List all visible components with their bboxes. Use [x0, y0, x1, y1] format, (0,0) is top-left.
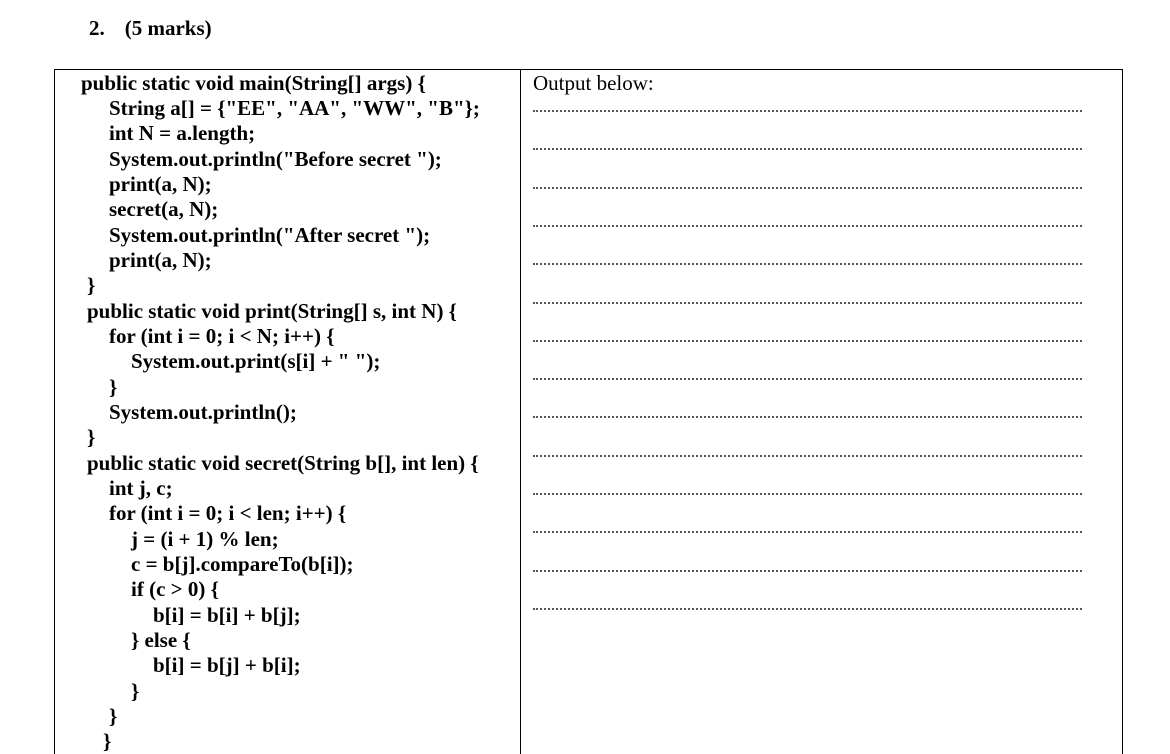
code-line: int N = a.length;	[109, 121, 256, 145]
code-line: public static void secret(String b[], int len) {	[87, 451, 479, 475]
answer-line	[533, 187, 1082, 189]
code-line: public static void print(String[] s, int N) {	[87, 299, 457, 323]
code-line: System.out.println("Before secret ");	[109, 147, 442, 171]
code-line: System.out.print(s[i] + " ");	[131, 349, 381, 373]
output-cell	[521, 70, 1122, 754]
code-line: }	[109, 375, 118, 399]
answer-line	[533, 608, 1082, 610]
code-line: System.out.println();	[109, 400, 297, 424]
code-line: int j, c;	[109, 476, 173, 500]
code-line: print(a, N);	[109, 248, 212, 272]
code-line: print(a, N);	[109, 172, 212, 196]
code-line: for (int i = 0; i < len; i++) {	[109, 501, 347, 525]
answer-line	[533, 263, 1082, 265]
answer-line	[533, 148, 1082, 150]
code-line: for (int i = 0; i < N; i++) {	[109, 324, 335, 348]
answer-line	[533, 110, 1082, 112]
code-line: }	[87, 425, 96, 449]
answer-line	[533, 225, 1082, 227]
answer-line	[533, 531, 1082, 533]
code-line: if (c > 0) {	[131, 577, 219, 601]
code-line: }	[87, 273, 96, 297]
code-line: }	[131, 679, 140, 703]
answer-line	[533, 416, 1082, 418]
question-table	[54, 69, 1123, 754]
question-heading	[89, 14, 212, 42]
answer-line	[533, 340, 1082, 342]
code-line: secret(a, N);	[109, 197, 219, 221]
code-line: j = (i + 1) % len;	[131, 527, 279, 551]
code-line: b[i] = b[i] + b[j];	[153, 603, 301, 627]
question-number: 2.	[89, 16, 105, 40]
code-line: String a[] = {"EE", "AA", "WW", "B"};	[109, 96, 480, 120]
code-line: } else {	[131, 628, 191, 652]
code-line: b[i] = b[j] + b[i];	[153, 653, 301, 677]
code-line: }	[109, 704, 118, 728]
code-line: System.out.println("After secret ");	[109, 223, 431, 247]
code-line: public static void main(String[] args) {	[81, 71, 426, 95]
answer-line	[533, 493, 1082, 495]
output-label: Output below:	[533, 71, 654, 95]
question-marks: (5 marks)	[124, 16, 212, 40]
answer-line	[533, 378, 1082, 380]
code-cell	[55, 70, 520, 754]
answer-line	[533, 302, 1082, 304]
answer-line	[533, 570, 1082, 572]
answer-line	[533, 455, 1082, 457]
code-line: }	[103, 729, 112, 753]
code-line: c = b[j].compareTo(b[i]);	[131, 552, 354, 576]
